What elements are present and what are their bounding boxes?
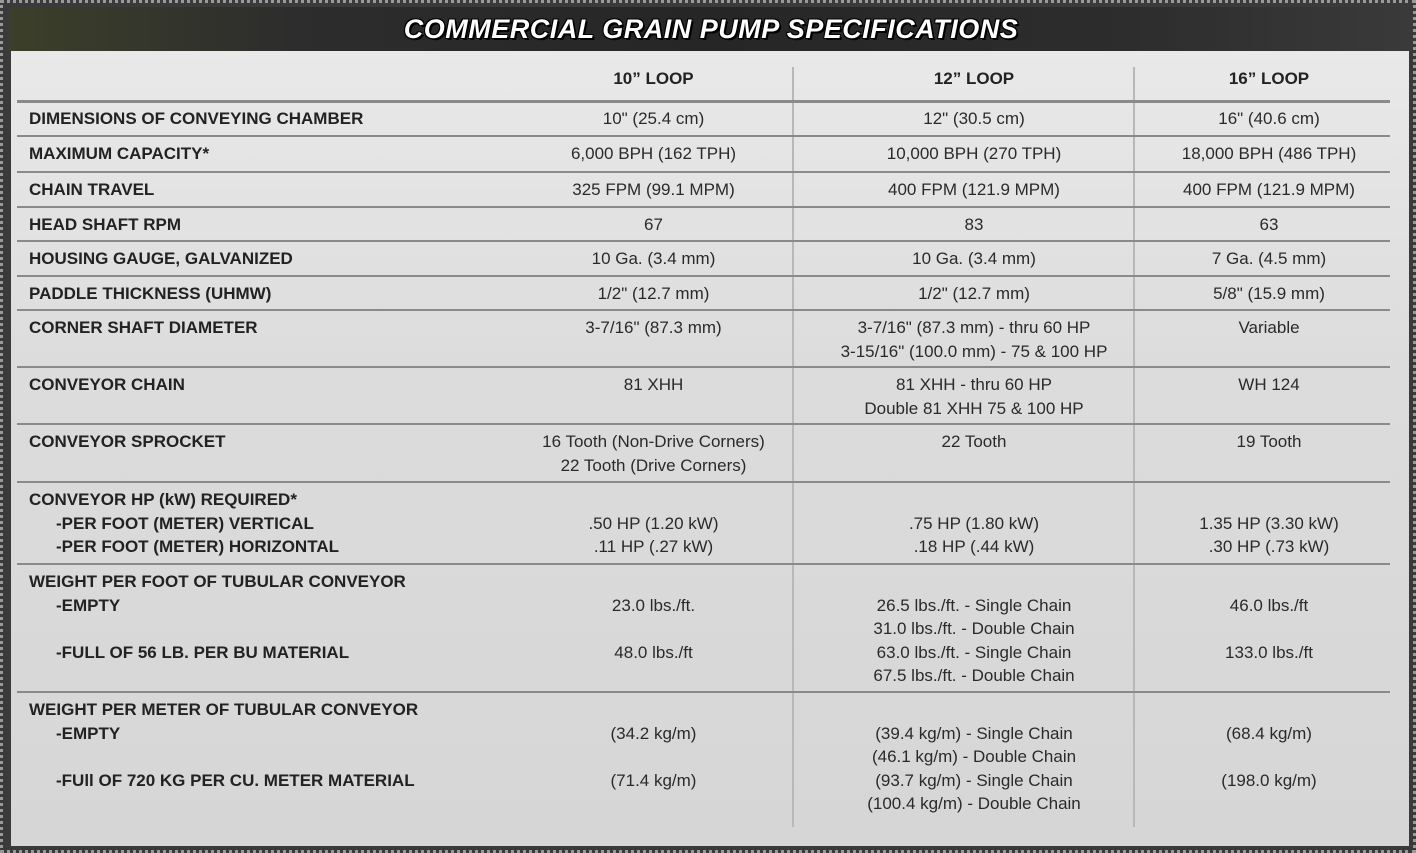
value-line: .18 HP (.44 kW) (913, 537, 1035, 556)
row-label (29, 488, 509, 559)
spec-value-c1 (538, 213, 769, 237)
value-line: (39.4 kg/m) - Single Chain (875, 723, 1073, 743)
value-line: 1/2" (12.7 mm) (597, 284, 710, 303)
value-line: 48.0 lbs./ft (614, 642, 693, 662)
value-line: 10,000 BPH (270 TPH) (886, 144, 1062, 163)
spec-value-c3 (1144, 698, 1394, 792)
value-line: 3-7/16" (87.3 mm) - thru 60 HP (857, 318, 1091, 337)
spec-value-c3 (1144, 488, 1394, 559)
value-line: 133.0 lbs./ft (1225, 642, 1313, 662)
spec-value-c2 (799, 247, 1149, 271)
spec-value-c2 (799, 698, 1149, 816)
spec-value-c2 (799, 488, 1149, 559)
value-line: Variable (1238, 318, 1300, 337)
column-header: 16” LOOP (1228, 69, 1310, 88)
spec-value-c1 (538, 142, 769, 166)
label-line: -FUll OF 720 KG PER CU. METER MATERIAL (56, 770, 415, 790)
value-line (1144, 570, 1394, 594)
value-line: 18,000 BPH (486 TPH) (1181, 144, 1357, 163)
value-line: WH 124 (1238, 375, 1300, 394)
value-line: 7 Ga. (4.5 mm) (1211, 249, 1327, 268)
value-line: (100.4 kg/m) - Double Chain (867, 794, 1081, 813)
spec-value-c2 (799, 373, 1149, 420)
spec-value-c3 (1144, 570, 1394, 664)
label-line: CHAIN TRAVEL (29, 180, 155, 199)
spec-value-c2 (799, 107, 1149, 131)
row-label (29, 373, 509, 397)
value-line: 63 (1259, 215, 1279, 234)
value-line (538, 570, 769, 594)
table-row (17, 311, 1390, 368)
table-row (17, 137, 1390, 173)
value-line: (68.4 kg/m) (1226, 723, 1312, 743)
label-line (29, 745, 509, 769)
page-title: COMMERCIAL GRAIN PUMP SPECIFICATIONS (403, 13, 1019, 44)
label-line: CONVEYOR HP (kW) REQUIRED* (29, 490, 297, 509)
spec-value-c3 (1144, 247, 1394, 271)
value-line: 10 Ga. (3.4 mm) (912, 249, 1036, 268)
value-line: (93.7 kg/m) - Single Chain (875, 770, 1073, 790)
spec-value-c1 (538, 570, 769, 664)
label-line: WEIGHT PER FOOT OF TUBULAR CONVEYOR (29, 572, 406, 591)
value-line: .30 HP (.73 kW) (1208, 537, 1330, 556)
value-line: 22 Tooth (Drive Corners) (560, 455, 747, 475)
value-line (799, 488, 1149, 512)
label-line: CONVEYOR SPROCKET (29, 432, 226, 451)
value-line (538, 617, 769, 641)
spec-value-c2 (799, 282, 1149, 306)
column-header: 10” LOOP (613, 69, 694, 88)
spec-value-c1 (538, 107, 769, 131)
spec-value-c2 (799, 430, 1149, 454)
spec-value-c3 (1144, 178, 1394, 202)
value-line: .11 HP (.27 kW) (593, 537, 714, 556)
label-line: -PER FOOT (METER) HORIZONTAL (56, 537, 339, 556)
value-line: 16" (40.6 cm) (1218, 109, 1320, 128)
table-row (17, 242, 1390, 277)
row-label (29, 430, 509, 454)
value-line: 83 (964, 215, 984, 234)
table-header-row (17, 57, 1390, 103)
spec-panel (11, 51, 1409, 846)
value-line: .75 HP (1.80 kW) (908, 513, 1040, 533)
value-line (799, 570, 1149, 594)
spec-value-c1 (538, 282, 769, 306)
value-line: 12" (30.5 cm) (923, 109, 1025, 128)
value-line: 26.5 lbs./ft. - Single Chain (876, 595, 1072, 615)
table-row (17, 368, 1390, 425)
label-line: WEIGHT PER METER OF TUBULAR CONVEYOR (29, 700, 419, 719)
value-line: 16 Tooth (Non-Drive Corners) (542, 432, 765, 451)
spec-value-c2 (799, 570, 1149, 688)
value-line: 81 XHH - thru 60 HP (896, 375, 1052, 394)
spec-value-c1 (538, 178, 769, 202)
value-line: (34.2 kg/m) (610, 723, 697, 743)
value-line: (71.4 kg/m) (610, 770, 697, 790)
row-label (29, 142, 509, 166)
label-line (29, 617, 509, 641)
value-line: 63.0 lbs./ft. - Single Chain (876, 642, 1072, 662)
spec-value-c2 (799, 142, 1149, 166)
value-line: 5/8" (15.9 mm) (1213, 284, 1325, 303)
row-label (29, 570, 509, 664)
label-line: HEAD SHAFT RPM (29, 215, 182, 234)
value-line: 67.5 lbs./ft. - Double Chain (873, 666, 1075, 685)
value-line: (46.1 kg/m) - Double Chain (871, 747, 1077, 766)
label-line: CONVEYOR CHAIN (29, 375, 185, 394)
spec-value-c1 (538, 373, 769, 397)
value-line: .50 HP (1.20 kW) (588, 513, 719, 533)
label-line: -FULL OF 56 LB. PER BU MATERIAL (56, 642, 350, 662)
column-header: 12” LOOP (933, 69, 1015, 88)
row-label (29, 247, 509, 271)
spec-value-c1 (538, 316, 769, 340)
value-line (1144, 745, 1394, 769)
spec-value-c2 (799, 213, 1149, 237)
table-row (17, 173, 1390, 208)
value-line: 325 FPM (99.1 MPM) (572, 180, 735, 199)
value-line: 19 Tooth (1236, 432, 1302, 451)
value-line: 400 FPM (121.9 MPM) (1183, 180, 1355, 199)
value-line (538, 488, 769, 512)
value-line: 31.0 lbs./ft. - Double Chain (873, 619, 1075, 638)
value-line (1144, 488, 1394, 512)
label-line: PADDLE THICKNESS (UHMW) (29, 284, 272, 303)
spec-value-c2 (799, 178, 1149, 202)
value-line: 3-15/16" (100.0 mm) - 75 & 100 HP (840, 341, 1108, 361)
value-line: 3-7/16" (87.3 mm) (585, 318, 722, 337)
table-row (17, 208, 1390, 242)
row-label (29, 107, 509, 131)
label-line: MAXIMUM CAPACITY* (29, 144, 210, 163)
label-line: -EMPTY (56, 595, 121, 615)
row-label (29, 213, 509, 237)
header-banner (9, 7, 1413, 51)
spec-value-c3 (1144, 213, 1394, 237)
value-line: (198.0 kg/m) (1221, 770, 1317, 790)
spec-value-c3 (1144, 142, 1394, 166)
spec-value-c1 (538, 488, 769, 559)
value-line: 6,000 BPH (162 TPH) (570, 144, 737, 163)
row-label (29, 282, 509, 306)
value-line: 10" (25.4 cm) (602, 109, 705, 128)
value-line (1144, 617, 1394, 641)
spec-value-c3 (1144, 282, 1394, 306)
table-row (17, 102, 1390, 137)
table-row (17, 483, 1390, 565)
value-line: 10 Ga. (3.4 mm) (591, 249, 716, 268)
spec-value-c3 (1144, 316, 1394, 340)
value-line: 67 (644, 215, 663, 234)
label-line: HOUSING GAUGE, GALVANIZED (29, 249, 293, 268)
value-line: 23.0 lbs./ft. (611, 595, 696, 615)
spec-value-c3 (1144, 430, 1394, 454)
spec-value-c1 (538, 247, 769, 271)
spec-value-c2 (799, 316, 1149, 363)
value-line (1144, 698, 1394, 722)
label-line: -EMPTY (56, 723, 121, 743)
table-row (17, 693, 1390, 837)
table-row (17, 277, 1390, 311)
spec-value-c3 (1144, 107, 1394, 131)
row-label (29, 178, 509, 202)
label-line: -PER FOOT (METER) VERTICAL (56, 513, 314, 533)
spec-table (17, 57, 1390, 837)
label-line: DIMENSIONS OF CONVEYING CHAMBER (29, 109, 364, 128)
label-line: CORNER SHAFT DIAMETER (29, 318, 258, 337)
spec-value-c1 (538, 430, 769, 477)
value-line (538, 698, 769, 722)
value-line: 1/2" (12.7 mm) (918, 284, 1030, 303)
value-line: 1.35 HP (3.30 kW) (1199, 513, 1339, 533)
spec-value-c3 (1144, 373, 1394, 397)
value-line: 22 Tooth (941, 432, 1007, 451)
table-row (17, 425, 1390, 483)
value-line (538, 745, 769, 769)
row-label (29, 698, 509, 792)
value-line (799, 698, 1149, 722)
value-line: 400 FPM (121.9 MPM) (888, 180, 1060, 199)
table-row (17, 565, 1390, 693)
value-line: 81 XHH (623, 375, 684, 394)
spec-value-c1 (538, 698, 769, 792)
row-label (29, 316, 509, 340)
value-line: Double 81 XHH 75 & 100 HP (864, 398, 1084, 418)
value-line: 46.0 lbs./ft (1229, 595, 1309, 615)
